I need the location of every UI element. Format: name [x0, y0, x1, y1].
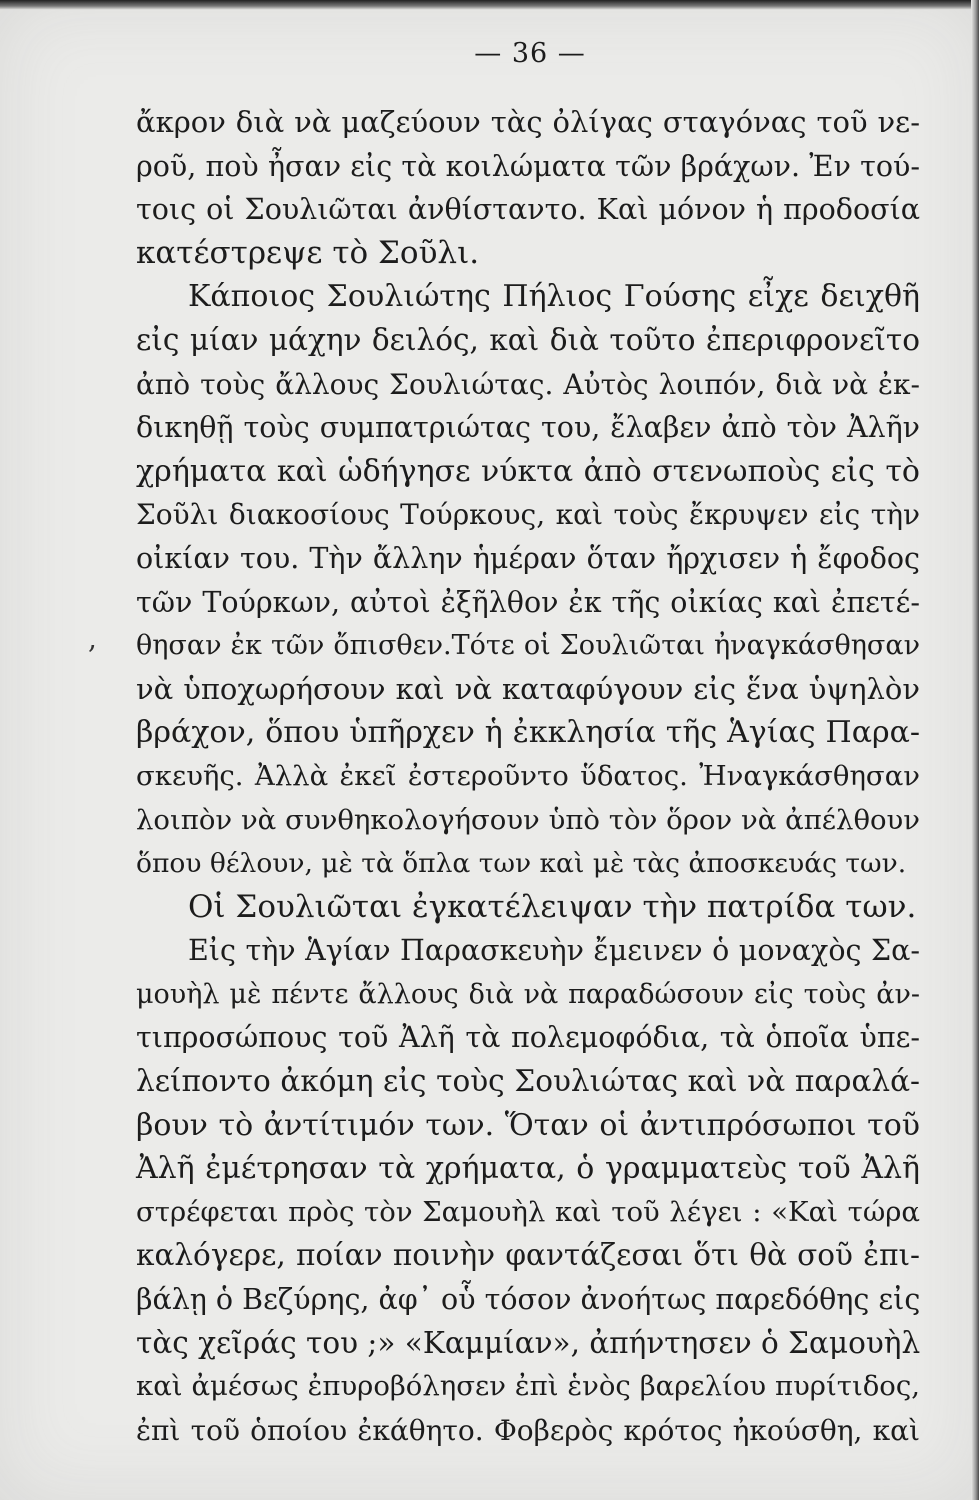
margin-mark: ,: [88, 622, 97, 655]
text-line: καὶ ἀμέσως ἐπυροβόλησεν ἐπὶ ἑνὸς βαρελίου πυρίτιδος,: [136, 1370, 920, 1403]
text-line: ἄκρον διὰ νὰ μαζεύουν τὰς ὀλίγας σταγόνας τοῦ νε-: [136, 105, 920, 139]
text-line: καλόγερε, ποίαν ποινὴν φαντάζεσαι ὅτι θὰ σοῦ ἐπι-: [136, 1238, 920, 1273]
page-top-edge: [0, 0, 979, 10]
text-line: μουὴλ μὲ πέντε ἄλλους διὰ νὰ παραδώσουν εἰς τοὺς ἀν-: [136, 978, 920, 1010]
text-line: λείποντο ἀκόμη εἰς τοὺς Σουλιώτας καὶ νὰ παραλά-: [136, 1064, 920, 1099]
text-line: οἰκίαν του. Τὴν ἄλλην ἡμέραν ὅταν ἤρχισεν ἡ ἔφοδος: [136, 541, 920, 575]
text-line: τοις οἱ Σουλιῶται ἀνθίσταντο. Καὶ μόνον ἡ προδοσία: [136, 193, 920, 227]
text-line: δικηθῇ τοὺς συμπατριώτας του, ἔλαβεν ἀπὸ τὸν Ἀλῆν: [136, 411, 920, 445]
text-line: τιπροσώπους τοῦ Ἀλῆ τὰ πολεμοφόδια, τὰ ὁποῖα ὑπε-: [136, 1021, 920, 1055]
text-line: Κάποιος Σουλιώτης Πήλιος Γούσης εἶχε δειχθῆ: [188, 279, 920, 315]
text-line: ροῦ, ποὺ ἦσαν εἰς τὰ κοιλώματα τῶν βράχων. Ἐν τού-: [136, 149, 920, 183]
page-number: — 36 —: [474, 38, 586, 69]
text-line: χρήματα καὶ ὡδήγησε νύκτα ἀπὸ στενωποὺς εἰς τὸ: [136, 453, 920, 489]
text-line: βράχον, ὅπου ὑπῆρχεν ἡ ἐκκλησία τῆς Ἁγίας Παρα-: [136, 715, 920, 751]
text-line: τὰς χεῖράς του ;» «Καμμίαν», ἀπήντησεν ὁ Σαμουὴλ: [136, 1325, 921, 1360]
body-text: [136, 101, 920, 1452]
text-line: ὅπου θέλουν, μὲ τὰ ὅπλα των καὶ μὲ τὰς ἀποσκευάς των.: [136, 848, 907, 880]
text-line: βουν τὸ ἀντίτιμόν των. Ὅταν οἱ ἀντιπρόσωποι τοῦ: [136, 1107, 920, 1143]
text-line: στρέφεται πρὸς τὸν Σαμουὴλ καὶ τοῦ λέγει : «Καὶ τώρα: [136, 1195, 920, 1228]
text-line: θησαν ἐκ τῶν ὄπισθεν.Τότε οἱ Σουλιῶται ἠναγκάσθησαν: [136, 630, 920, 662]
text-line: τῶν Τούρκων, αὐτοὶ ἐξῆλθον ἐκ τῆς οἰκίας καὶ ἐπετέ-: [136, 585, 920, 619]
text-line: σκευῆς. Ἀλλὰ ἐκεῖ ἐστεροῦντο ὕδατος. Ἠναγκάσθησαν: [136, 759, 920, 792]
text-line: κατέστρεψε τὸ Σοῦλι.: [136, 234, 480, 271]
text-line: Σοῦλι διακοσίους Τούρκους, καὶ τοὺς ἔκρυψεν εἰς τὴν: [136, 498, 920, 532]
text-line: εἰς μίαν μάχην δειλός, καὶ διὰ τοῦτο ἐπεριφρονεῖτο: [136, 322, 920, 357]
text-line: ἐπὶ τοῦ ὁποίου ἐκάθητο. Φοβερὸς κρότος ἠκούσθη, καὶ: [136, 1413, 920, 1447]
text-line: ἀπὸ τοὺς ἄλλους Σουλιώτας. Αὐτὸς λοιπόν, διὰ νὰ ἐκ-: [136, 367, 920, 401]
text-line: βάλῃ ὁ Βεζύρης, ἀφ᾿ οὗ τόσον ἀνοήτως παρεδόθης εἰς: [136, 1283, 921, 1317]
page-binding-edge: [971, 0, 979, 1500]
text-line: Εἰς τὴν Ἁγίαν Παρασκευὴν ἔμεινεν ὁ μοναχὸς Σα-: [188, 934, 920, 968]
text-line: νὰ ὑποχωρήσουν καὶ νὰ καταφύγουν εἰς ἕνα ὑψηλὸν: [136, 671, 920, 706]
text-line: Οἱ Σουλιῶται ἐγκατέλειψαν τὴν πατρίδα των.: [188, 888, 917, 925]
text-line: Ἀλῆ ἐμέτρησαν τὰ χρήματα, ὁ γραμματεὺς τοῦ Ἀλῆ: [136, 1151, 920, 1187]
text-line: λοιπὸν νὰ συνθηκολογήσουν ὑπὸ τὸν ὅρον νὰ ἀπέλθουν: [136, 803, 920, 836]
